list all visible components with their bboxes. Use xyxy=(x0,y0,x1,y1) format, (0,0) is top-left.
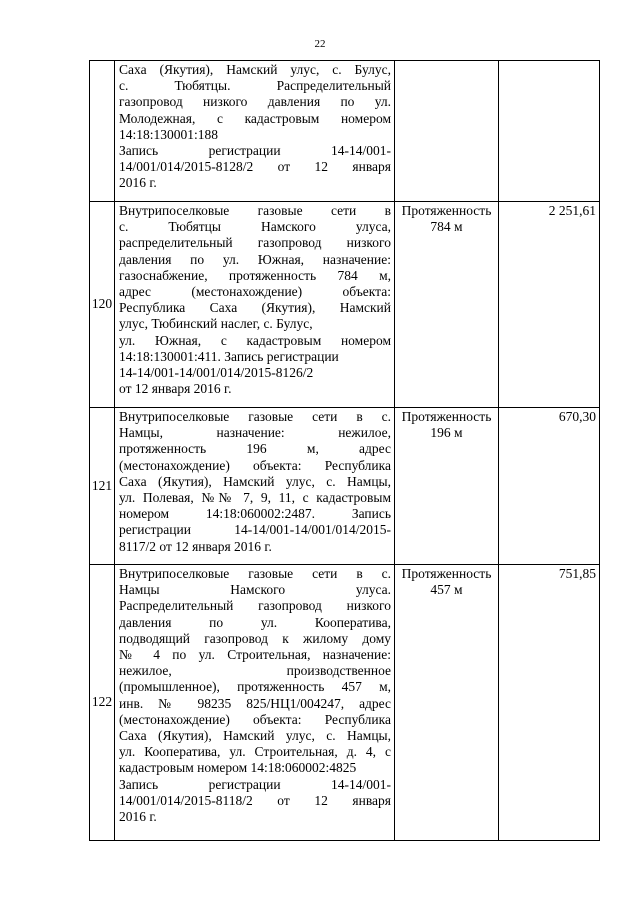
row-number: 122 xyxy=(90,565,115,841)
description-line: регистрации 14-14/001-14/001/014/2015- xyxy=(119,522,391,538)
description-line: давления по ул. Кооператива, xyxy=(119,614,391,630)
description-line: Распределительный газопровод низкого xyxy=(119,598,391,614)
description-line: 14/001/014/2015-8118/2 от 12 января xyxy=(119,792,391,808)
row-length xyxy=(395,565,499,841)
table-row xyxy=(90,565,600,841)
description-line: 14:18:130001:188 xyxy=(119,126,219,142)
description-line: улус, Тюбинский наслег, с. Булус, xyxy=(119,316,313,332)
description-line: Внутрипоселковые газовые сети в с. xyxy=(119,409,391,424)
description-line: протяженность 196 м, адрес xyxy=(119,441,391,457)
length-label: Протяженность xyxy=(401,203,492,218)
length-label: Протяженность xyxy=(401,409,492,424)
description-line: (промышленное), протяженность 457 м, xyxy=(119,679,391,695)
description-line: газоснабжение, протяженность 784 м, xyxy=(119,267,391,283)
description-line: Саха (Якутия), Намский улус, с. Намцы, xyxy=(119,473,391,489)
description-line: инв. № 98235 825/НЦ1/004247, адрес xyxy=(119,695,391,711)
row-description xyxy=(115,61,395,202)
description-line: с. Тюбятцы. Распределительный xyxy=(119,78,391,94)
row-length xyxy=(395,408,499,565)
description-line: адрес (местонахождение) объекта: xyxy=(119,284,391,300)
description-line: (местонахождение) объекта: Республика xyxy=(119,457,391,473)
description-line: 2016 г. xyxy=(119,809,157,825)
row-value xyxy=(499,61,600,202)
description-line: Запись регистрации 14-14/001- xyxy=(119,776,391,792)
description-line: подводящий газопровод к жилому дому xyxy=(119,630,391,646)
row-description xyxy=(115,565,395,841)
description-line: ул. Полевая, №№ 7, 9, 11, с кадастровым xyxy=(119,490,391,506)
description-line: Запись регистрации 14-14/001- xyxy=(119,143,391,159)
length-label: Протяженность xyxy=(401,566,492,581)
description-line: с. Тюбятцы Намского улуса, xyxy=(119,219,391,235)
description-line: ул. Кооператива, ул. Строительная, д. 4, с xyxy=(119,744,391,760)
description-line: Саха (Якутия), Намский улус, с. Намцы, xyxy=(119,728,391,744)
length-value: 196 м xyxy=(430,425,463,441)
length-value: 784 м xyxy=(430,219,463,235)
table-row xyxy=(90,408,600,565)
row-number: 121 xyxy=(90,408,115,565)
description-line: 14-14/001-14/001/014/2015-8126/2 xyxy=(119,365,314,381)
description-line: нежилое, производственное xyxy=(119,663,391,679)
description-line: распределительный газопровод низкого xyxy=(119,235,391,251)
description-line: Внутрипоселковые газовые сети в xyxy=(119,203,391,218)
row-description xyxy=(115,408,395,565)
row-description xyxy=(115,202,395,408)
row-number: 120 xyxy=(90,202,115,408)
row-value: 2 251,61 xyxy=(499,202,600,408)
description-line: кадастровым номером 14:18:060002:4825 xyxy=(119,760,357,776)
description-line: давления по ул. Южная, назначение: xyxy=(119,251,391,267)
description-line: № 4 по ул. Строительная, назначение: xyxy=(119,647,391,663)
description-line: Республика Саха (Якутия), Намский xyxy=(119,300,391,316)
row-number xyxy=(90,61,115,202)
description-line: ул. Южная, с кадастровым номером xyxy=(119,332,391,348)
description-line: Внутрипоселковые газовые сети в с. xyxy=(119,566,391,581)
description-line: Саха (Якутия), Намский улус, с. Булус, xyxy=(119,62,391,77)
description-line: (местонахождение) объекта: Республика xyxy=(119,711,391,727)
description-line: от 12 января 2016 г. xyxy=(119,381,232,397)
description-line: газопровод низкого давления по ул. xyxy=(119,94,391,110)
description-line: Намцы, назначение: нежилое, xyxy=(119,425,391,441)
table-row xyxy=(90,202,600,408)
length-value: 457 м xyxy=(430,582,463,598)
description-line: Молодежная, с кадастровым номером xyxy=(119,110,391,126)
description-line: 2016 г. xyxy=(119,175,157,191)
row-value: 751,85 xyxy=(499,565,600,841)
page-number: 22 xyxy=(314,38,326,50)
description-line: 14/001/014/2015-8128/2 от 12 января xyxy=(119,159,391,175)
property-register-table xyxy=(89,60,600,841)
description-line: 8117/2 от 12 января 2016 г. xyxy=(119,538,272,554)
row-length xyxy=(395,61,499,202)
table-row xyxy=(90,61,600,202)
description-line: 14:18:130001:411. Запись регистрации xyxy=(119,348,339,364)
row-length xyxy=(395,202,499,408)
description-line: номером 14:18:060002:2487. Запись xyxy=(119,506,391,522)
description-line: Намцы Намского улуса. xyxy=(119,582,391,598)
row-value: 670,30 xyxy=(499,408,600,565)
